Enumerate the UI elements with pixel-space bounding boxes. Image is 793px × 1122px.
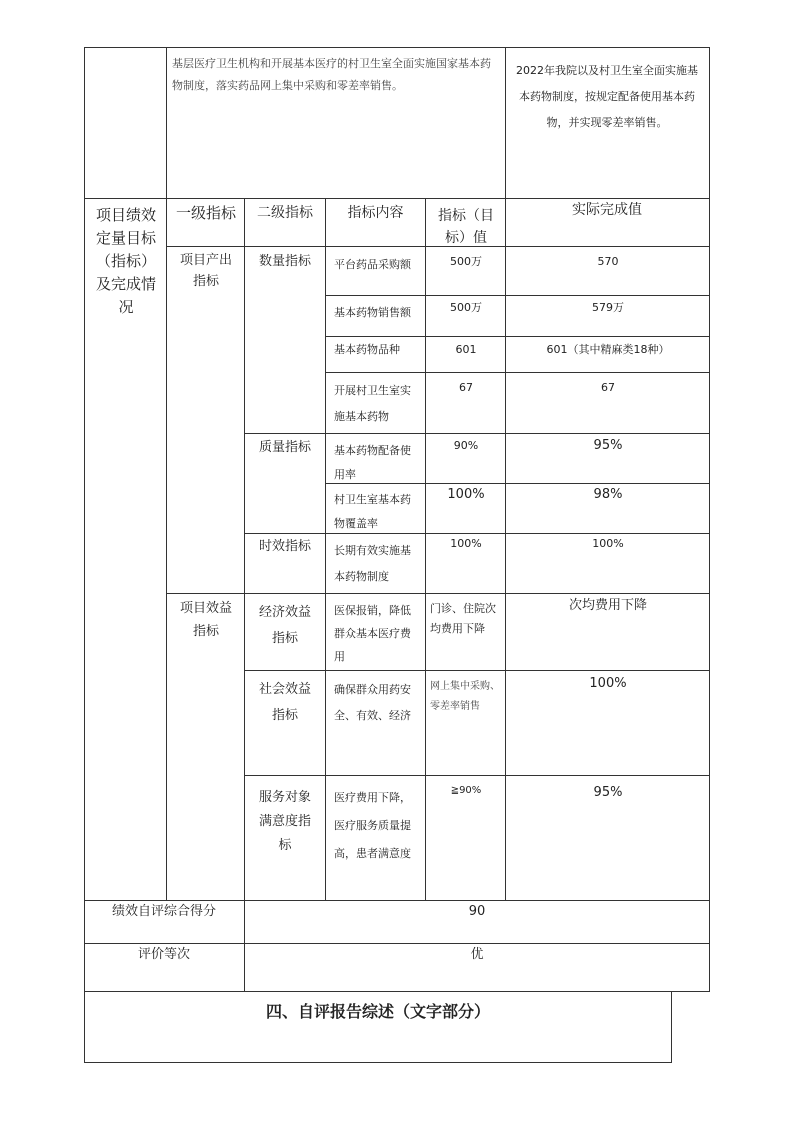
intro-left-text: 基层医疗卫生机构和开展基本医疗的村卫生室全面实施国家基本药物制度，落实药品网上集中采购和零差率销售。 [172, 57, 491, 92]
row-target: ≧90% [450, 785, 482, 796]
subgroup-timeliness: 时效指标 [258, 539, 311, 554]
subgroup-social: 社会效益指标 [258, 682, 311, 723]
row-content: 确保群众用药安全、有效、经济 [334, 683, 411, 722]
row-target: 500万 [450, 255, 482, 268]
row-content: 长期有效实施基本药物制度 [334, 544, 411, 583]
row-actual: 579万 [592, 301, 624, 314]
row-content: 基本药物配备使用率 [334, 444, 411, 481]
intro-right-text: 2022年我院以及村卫生室全面实施基本药物制度，按规定配备使用基本药物，并实现零差率销售。 [516, 64, 698, 129]
row-content: 村卫生室基本药物覆盖率 [334, 493, 411, 530]
subgroup-satisfaction: 服务对象满意度指标 [258, 790, 311, 853]
row-actual: 100% [592, 537, 624, 550]
group-benefit: 项目效益指标 [179, 601, 232, 639]
row-actual: 570 [597, 255, 619, 268]
row-actual: 次均费用下降 [568, 598, 647, 613]
row-target: 100% [447, 487, 485, 502]
row-target: 500万 [450, 301, 482, 314]
row-content: 医疗费用下降，医疗服务质量提高，患者满意度 [334, 791, 411, 860]
row-target: 网上集中采购、零差率销售 [430, 681, 500, 712]
row-actual: 601（其中精麻类18种） [546, 343, 670, 356]
score-value: 90 [468, 904, 486, 919]
row-target: 67 [459, 381, 473, 394]
row-content: 医保报销，降低群众基本医疗费用 [334, 604, 411, 663]
header-target: 指标（目标）值 [438, 208, 494, 246]
row-target: 601 [455, 343, 477, 356]
row-target: 门诊、住院次均费用下降 [430, 602, 496, 635]
header-content: 指标内容 [347, 205, 404, 221]
section-heading: 项目绩效定量目标（指标）及完成情况 [95, 206, 156, 316]
header-actual: 实际完成值 [572, 202, 642, 218]
row-actual: 95% [593, 785, 623, 800]
section4-title: 四、自评报告综述（文字部分） [265, 1002, 490, 1021]
row-actual: 98% [593, 487, 623, 502]
subgroup-quality: 质量指标 [258, 440, 311, 455]
header-level1: 一级指标 [176, 204, 237, 222]
row-target: 100% [450, 537, 482, 550]
subgroup-quantity: 数量指标 [258, 254, 311, 269]
row-content: 基本药物销售额 [334, 306, 411, 319]
row-actual: 100% [589, 676, 627, 691]
row-target: 90% [453, 439, 479, 452]
row-actual: 67 [601, 381, 615, 394]
grade-label: 评价等次 [137, 947, 190, 962]
subgroup-economic: 经济效益指标 [258, 605, 311, 646]
group-output: 项目产出指标 [179, 253, 232, 289]
score-label: 绩效自评综合得分 [111, 904, 216, 919]
row-actual: 95% [593, 438, 623, 453]
row-content: 开展村卫生室实施基本药物 [334, 384, 411, 423]
row-content: 平台药品采购额 [334, 258, 411, 271]
header-level2: 二级指标 [257, 205, 313, 221]
grade-value: 优 [470, 947, 484, 962]
row-content: 基本药物品种 [334, 343, 400, 356]
